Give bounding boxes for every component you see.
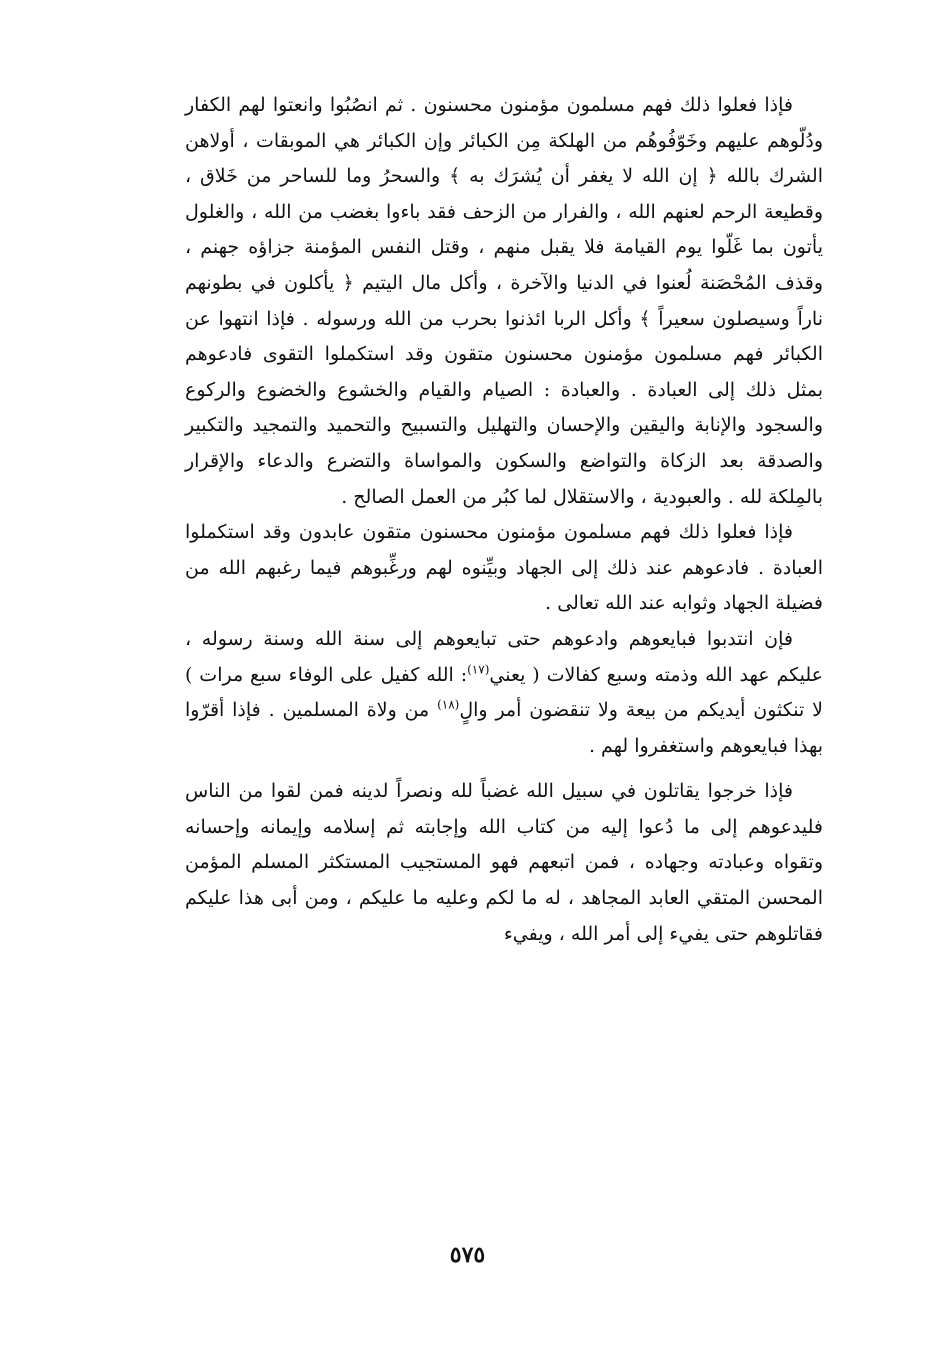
paragraph-3-text-3: من ولاة المسلمين . فإذا أقرّوا بهذا فبايعوهم واستغفروا لهم . [185, 699, 823, 757]
footnote-marker-17[interactable]: (١٧) [467, 662, 490, 677]
paragraph-4: فإذا خرجوا يقاتلون في سبيل الله غضباً لله ونصراً لدينه فمن لقوا من الناس فليدعوهم إلى ما دُعوا إليه من كتاب الله وإجابته ثم إسلامه وإيمانه وإحسانه وتقواه وعبادته وجهاده ، فمن اتبعهم فهو المستجيب المستكثر المسلم المؤمن المحسن المتقي العابد المجاهد ، له ما لكم وعليه ما عليكم ، ومن أبى هذا عليكم فقاتلوهم حتى يفيء إلى أمر الله ، ويفيء [185, 780, 823, 945]
paragraph-3-text-1: فإن انتدبوا فبايعوهم وادعوهم حتى تبايعوهم إلى سنة الله وسنة رسوله ، عليكم عهد الله وذمته وسبع كفالات ( يعني [185, 627, 823, 686]
paragraph-3 [185, 622, 823, 764]
body-text [185, 88, 823, 952]
paragraph-2: فإذا فعلوا ذلك فهم مسلمون مؤمنون محسنون متقون عابدون وقد استكملوا العبادة . فادعوهم عند ذلك إلى الجهاد وبيِّنوه لهم ورغِّبوهم فيما رغبهم الله من فضيلة الجهاد وثوابه عند الله تعالى . [185, 521, 823, 615]
paragraph-3-text-2: : الله كفيل على الوفاء سبع مرات ) لا تنكثون أيديكم من بيعة ولا تنقضون أمر والٍ [185, 663, 823, 722]
page-number: ٥٧٥ [449, 1242, 486, 1268]
paragraph-1: فإذا فعلوا ذلك فهم مسلمون مؤمنون محسنون . ثم انصُبُوا وانعتوا لهم الكفار ودُلّوهم عليهم وخَوّفُوهُم من الهلكة مِن الكبائر وإن الكبائر هي الموبقات ، أولاهن الشرك بالله ﴿ إن الله لا يغفر أن يُشرَك به ﴾ والسحرُ وما للساحر من خَلاق ، وقطيعة الرحم لعنهم الله ، والفرار من الزحف فقد باءوا بغضب من الله ، والغلول يأتون بما غَلّوا يوم القيامة فلا يقبل منهم ، وقتل النفس المؤمنة جزاؤه جهنم ، وقذف المُحْصَنة لُعنوا في الدنيا والآخرة ، وأكل مال اليتيم ﴿ يأكلون في بطونهم ناراً وسيصلون سعيراً ﴾ وأكل الربا ائذنوا بحرب من الله ورسوله . فإذا انتهوا عن الكبائر فهم مسلمون مؤمنون محسنون متقون وقد استكملوا التقوى فادعوهم بمثل ذلك إلى العبادة . والعبادة : الصيام والقيام والخشوع والخضوع والركوع والسجود والإنابة واليقين والإحسان والتهليل والتسبيح والتحميد والتمجيد والتكبير والصدقة بعد الزكاة والتواضع والسكون والمواساة والتضرع والدعاء والإقرار بالمِلكة لله . والعبودية ، والاستقلال لما كبُر من العمل الصالح . [185, 94, 823, 508]
footnote-marker-18[interactable]: (١٨) [437, 697, 460, 712]
